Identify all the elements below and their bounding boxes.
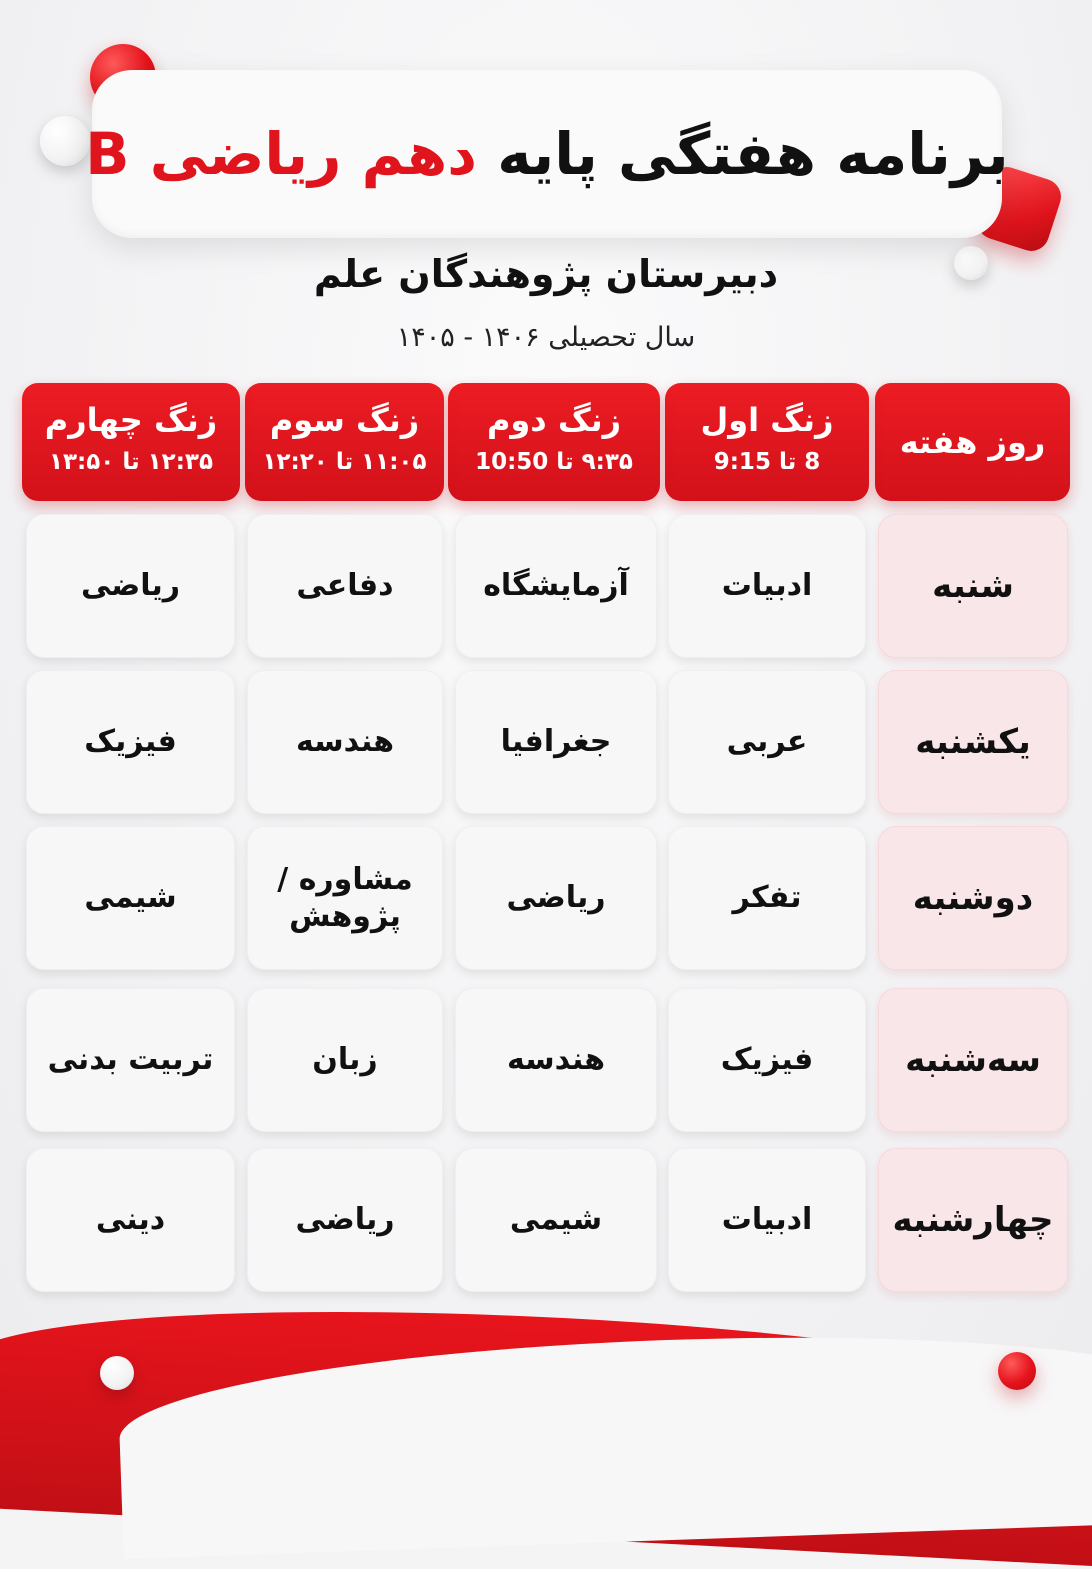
schedule-cell: هندسه	[247, 670, 443, 814]
schedule-cell: جغرافیا	[455, 670, 657, 814]
schedule-cell: هندسه	[455, 988, 657, 1132]
schedule-cell: زبان	[247, 988, 443, 1132]
decor-white-ball-bottom	[100, 1356, 134, 1390]
academic-year: سال تحصیلی ۱۴۰۶ - ۱۴۰۵	[396, 322, 696, 353]
schedule-cell: دینی	[26, 1148, 235, 1292]
column-header-time: ۱۲:۳۵ تا ۱۳:۵۰	[48, 449, 213, 475]
column-header-time: 8 تا 9:15	[713, 449, 821, 475]
column-header-period-2	[448, 383, 660, 501]
column-header-day	[875, 383, 1070, 501]
column-header-label: زنگ اول	[700, 401, 834, 439]
schedule-cell: آزمایشگاه	[455, 514, 657, 658]
decor-white-ball-top	[40, 116, 90, 166]
schedule-cell: مشاوره / پژوهش	[247, 826, 443, 970]
schedule-cell: تفکر	[668, 826, 866, 970]
schedule-cell: تربیت بدنی	[26, 988, 235, 1132]
decor-red-ball-bottom	[998, 1352, 1036, 1390]
schedule-cell: فیزیک	[668, 988, 866, 1132]
column-header-label: زنگ سوم	[269, 401, 420, 439]
school-name: دبیرستان پژوهندگان علم	[313, 252, 779, 296]
schedule-cell: عربی	[668, 670, 866, 814]
column-header-time: ۱۱:۰۵ تا ۱۲:۲۰	[262, 449, 427, 475]
column-header-label: زنگ چهارم	[44, 401, 218, 439]
schedule-cell: ریاضی	[26, 514, 235, 658]
column-header-label: روز هفته	[899, 423, 1046, 461]
column-header-time: ۹:۳۵ تا 10:50	[475, 449, 633, 475]
day-cell: دوشنبه	[878, 826, 1068, 970]
schedule-cell: ادبیات	[668, 514, 866, 658]
day-cell: چهارشنبه	[878, 1148, 1068, 1292]
column-header-period-3	[245, 383, 444, 501]
page-title	[85, 120, 1008, 188]
title-card	[85, 70, 1009, 238]
column-header-label: زنگ دوم	[486, 401, 622, 439]
title-highlight: دهم ریاضی B	[85, 120, 478, 188]
schedule-cell: ریاضی	[247, 1148, 443, 1292]
schedule-cell: ریاضی	[455, 826, 657, 970]
column-header-period-1	[665, 383, 869, 501]
title-prefix: برنامه هفتگی پایه	[497, 120, 1009, 188]
schedule-cell: شیمی	[26, 826, 235, 970]
schedule-cell: دفاعی	[247, 514, 443, 658]
day-cell: شنبه	[878, 514, 1068, 658]
schedule-cell: ادبیات	[668, 1148, 866, 1292]
day-cell: یکشنبه	[878, 670, 1068, 814]
schedule-cell: فیزیک	[26, 670, 235, 814]
schedule-cell: شیمی	[455, 1148, 657, 1292]
column-header-period-4	[22, 383, 240, 501]
day-cell: سه‌شنبه	[878, 988, 1068, 1132]
